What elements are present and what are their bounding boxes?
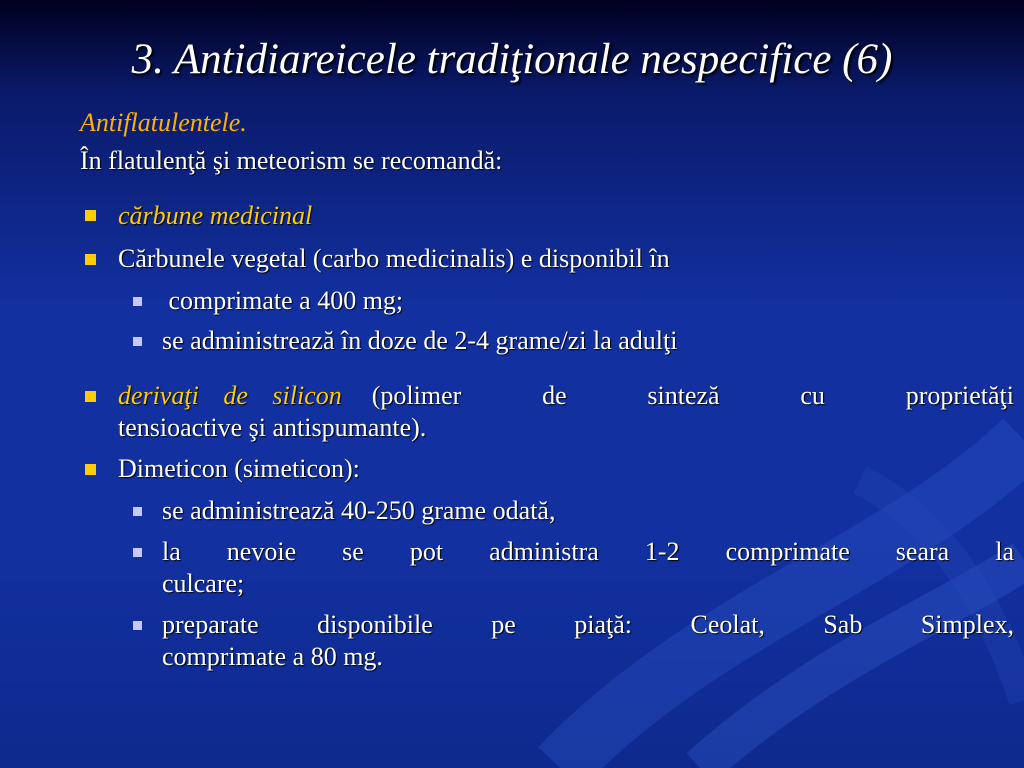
section-label: Antiflatulentele. xyxy=(80,108,247,137)
intro-text: În flatulenţă şi meteorism se recomandă: xyxy=(80,146,503,175)
bullet-square-icon xyxy=(85,391,96,402)
sub-bullet-square-icon xyxy=(133,297,142,306)
silicon-derivatives-text: (polimer de sinteză cu proprietăţi xyxy=(371,381,1014,410)
sub-bullet-square-icon xyxy=(133,507,142,516)
silicon-derivatives-label: derivaţi de silicon xyxy=(118,381,342,410)
list-item-line xyxy=(118,380,1014,412)
list-item-continuation: tensioactive şi antispumante). xyxy=(118,413,427,442)
sub-bullet-square-icon xyxy=(133,621,142,630)
slide-title: 3. Antidiareicele tradiţionale nespecifice (6) xyxy=(131,36,893,83)
sub-bullet-square-icon xyxy=(133,548,142,557)
list-item-continuation: culcare; xyxy=(162,569,245,598)
bullet-square-icon xyxy=(85,210,96,221)
list-item: Dimeticon (simeticon): xyxy=(118,454,360,483)
bullet-square-icon xyxy=(85,254,96,265)
sub-bullet-square-icon xyxy=(133,337,142,346)
list-item: comprimate a 400 mg; xyxy=(162,286,404,315)
bullet-square-icon xyxy=(85,464,96,475)
list-item: se administrează 40-250 grame odată, xyxy=(162,496,556,525)
list-item-continuation: comprimate a 80 mg. xyxy=(162,642,383,671)
list-item: la nevoie se pot administra 1-2 comprimate seara la xyxy=(162,537,1014,566)
list-item: se administrează în doze de 2-4 grame/zi la adulţi xyxy=(162,326,678,355)
list-item: cărbune medicinal xyxy=(118,201,313,230)
list-item: preparate disponibile pe piaţă: Ceolat, Sab Simplex, xyxy=(162,610,1014,639)
list-item: Cărbunele vegetal (carbo medicinalis) e disponibil în xyxy=(118,244,670,273)
